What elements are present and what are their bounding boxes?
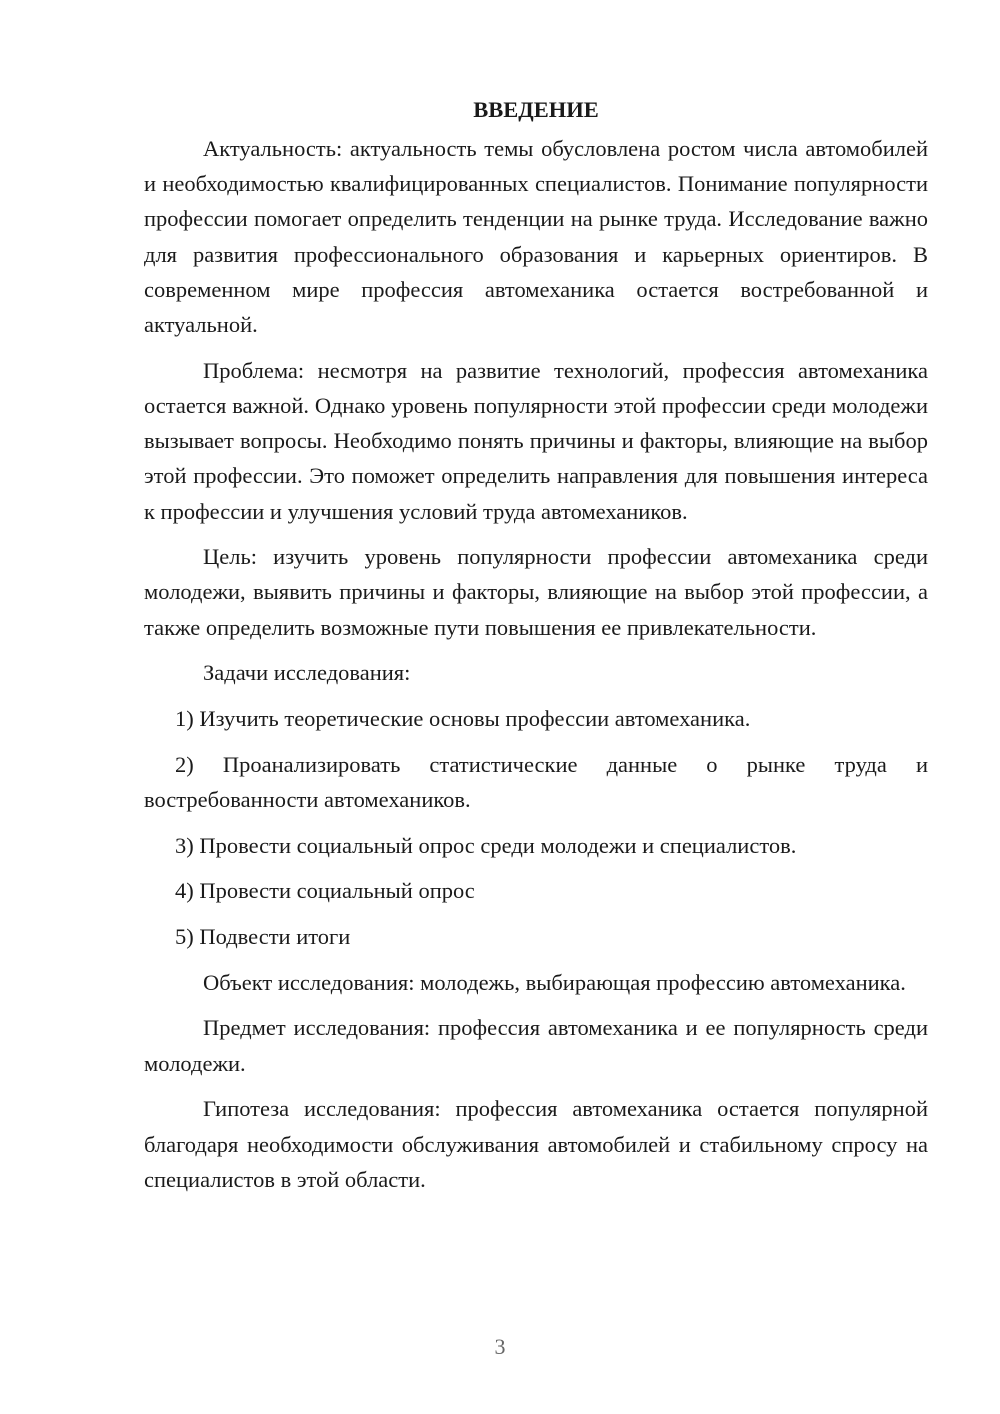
task-item: 2) Проанализировать статистические данные о рынке труда и востребованности автомехаников. <box>144 751 928 812</box>
problem-paragraph: Проблема: несмотря на развитие технологий, профессия автомеханика остается важной. Однако уровень популярности этой профессии среди молодежи вызывает вопросы. Необходимо понять причины и факторы, влияющие на выбор этой профессии. Это поможет определить направления для повышения интереса к профессии и улучшения условий труда автомехаников. <box>144 357 928 524</box>
object-paragraph: Объект исследования: молодежь, выбирающая профессию автомеханика. <box>203 969 906 995</box>
task-item: 4) Провести социальный опрос <box>175 878 475 904</box>
document-page <box>144 92 928 1207</box>
relevance-paragraph: Актуальность: актуальность темы обусловлена ростом числа автомобилей и необходимостью квалифицированных специалистов. Понимание популярности профессии помогает определить тенденции на рынке труда. Исследование важно для развития профессионального образования и карьерных ориентиров. В современном мире профессия автомеханика остается востребованной и актуальной. <box>144 136 928 338</box>
page-number: 3 <box>494 1334 506 1359</box>
task-item: 3) Провести социальный опрос среди молодежи и специалистов. <box>175 832 797 858</box>
subject-paragraph: Предмет исследования: профессия автомеханика и ее популярность среди молодежи. <box>144 1015 928 1076</box>
tasks-heading: Задачи исследования: <box>203 660 411 686</box>
hypothesis-paragraph: Гипотеза исследования: профессия автомеханика остается популярной благодаря необходимости обслуживания автомобилей и стабильному спросу на специалистов в этой области. <box>144 1096 928 1192</box>
goal-paragraph: Цель: изучить уровень популярности профессии автомеханика среди молодежи, выявить причины и факторы, влияющие на выбор этой профессии, а также определить возможные пути повышения ее привлекательности. <box>144 544 928 640</box>
task-item: 5) Подвести итоги <box>175 924 351 950</box>
task-item: 1) Изучить теоретические основы профессии автомеханика. <box>175 706 751 732</box>
page-title: ВВЕДЕНИЕ <box>473 97 599 122</box>
